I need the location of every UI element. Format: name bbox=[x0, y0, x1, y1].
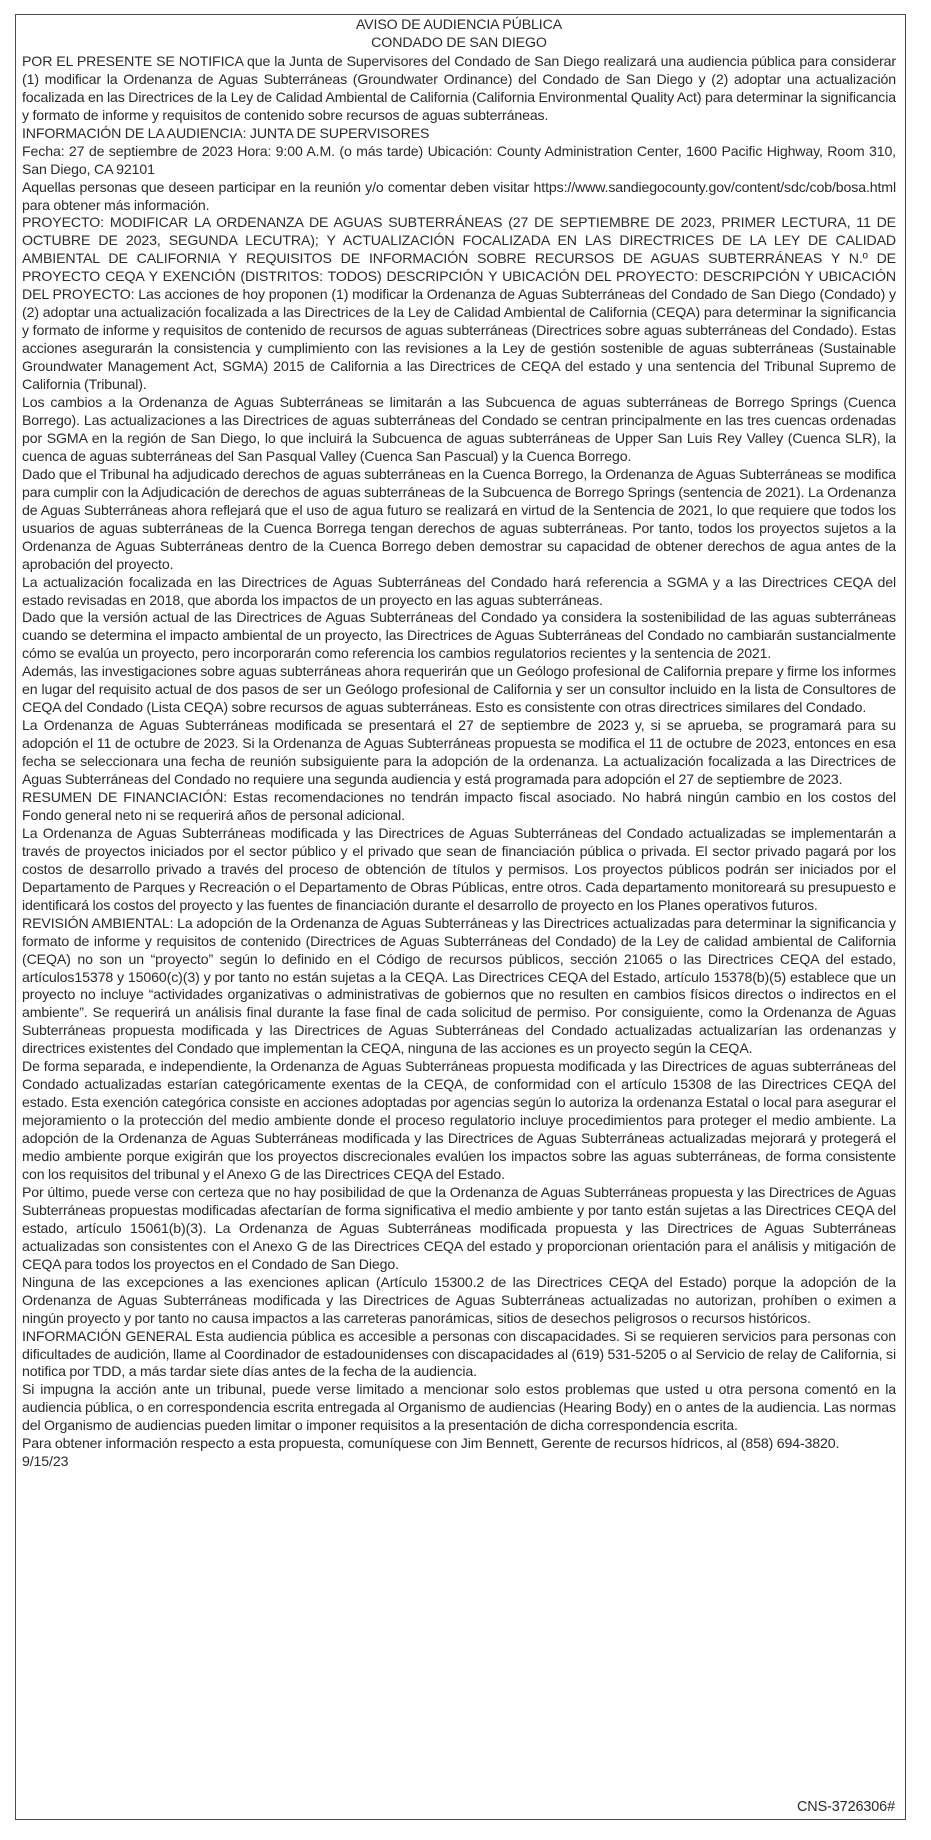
paragraph-categorical-exemption: De forma separada, e independiente, la Ordenanza de Aguas Subterráneas propuesta modificada y las Directrices de aguas subterráneas del Condado actualizadas estarían categóricamente exentas de la CEQA, de conformidad con el artículo 15308 de las Directrices CEQA del estado. Esta exención categórica consiste en acciones adoptadas por agencias según lo autoriza la ordenanza Estatal o local para asegurar el mejoramiento o la protección del medio ambiente donde el proceso regulatorio incluye procedimientos para proteger el medio ambiente. La adopción de la Ordenanza de Aguas Subterráneas modificada y las Directrices de Aguas Subterráneas actualizadas mejorará y protegerá el medio ambiente porque exigirán que los proyectos discrecionales evalúen los impactos sobre las aguas subterráneas, de forma consistente con los requisitos del tribunal y el Anexo G de las Directrices CEQA del Estado. bbox=[22, 1058, 896, 1182]
paragraph-environmental-review: REVISIÓN AMBIENTAL: La adopción de la Ordenanza de Aguas Subterráneas y las Directrices actualizadas para determinar la significancia y formato de informe y requisitos de contenido (Directrices de Aguas Subterráneas del Condado) de la Ley de calidad ambiental de California (CEQA) no son un “proyecto” según lo definido en el Código de recursos públicos, sección 21065 o las Directrices CEQA del estado, artículos15378 y 15060(c)(3) y por tanto no están sujetas a la CEQA. Las Directrices CEQA del Estado, artículo 15378(b)(5) establece que un proyecto no incluye “actividades organizativas o administrativas de gobiernos que no resulten en cambios físicos directos o indirectos en el ambiente”. Se requerirá un análisis final durante la fase final de cada solicitud de permiso. Por consiguiente, como la Ordenanza de Aguas Subterráneas propuesta modificada y las Directrices de Aguas Subterráneas del Condado actualizadas actualizarían las ordenanzas y directrices existentes del Condado que implementan la CEQA, ninguna de las acciones es un proyecto según la CEQA. bbox=[22, 914, 896, 1057]
paragraph-implementation: La Ordenanza de Aguas Subterráneas modificada y las Directrices de Aguas Subterráneas del Condado actualizadas se implementarán a través de proyectos iniciados por el sector público y el privado que sean de financiación pública o privada. El sector privado pagará por los costos de desarrollo privado a través del proceso de obtención de títulos y permisos. Los proyectos públicos podrán ser iniciados por el Departamento de Parques y Recreación o el Departamento de Obras Públicas, entre otros. Cada departamento monitoreará su presupuesto e identificará los costos del proyecto y las fuentes de financiación durante el desarrollo de proyecto en los Planes operativos futuros. bbox=[22, 824, 896, 913]
paragraph-hearing-heading: INFORMACIÓN DE LA AUDIENCIA: JUNTA DE SUPERVISORES bbox=[22, 124, 430, 141]
paragraph-participation: Aquellas personas que deseen participar en la reunión y/o comentar deben visitar https://www.sandiegocounty.gov/content/sdc/cob/bosa.html para obtener más información. bbox=[22, 178, 896, 213]
publication-date: 9/15/23 bbox=[22, 1453, 69, 1470]
paragraph-schedule: La Ordenanza de Aguas Subterráneas modificada se presentará el 27 de septiembre de 2023 y, si se aprueba, se programará para su adopción el 11 de octubre de 2023. Si la Ordenanza de Aguas Subterráneas propuesta se modifica el 11 de octubre de 2023, entonces en esa fecha se seleccionara una fecha de reunión subsiguiente para la adopción de la ordenanza. La actualización focalizada a las Directrices de Aguas Subterráneas del Condado no requiere una segunda audiencia y está programada para adopción el 27 de septiembre de 2023. bbox=[22, 717, 896, 788]
paragraph-sgma-reference: La actualización focalizada en las Directrices de Aguas Subterráneas del Condado hará referencia a SGMA y a las Directrices CEQA del estado revisadas en 2018, que aborda los impactos de un proyecto en las aguas subterráneas. bbox=[22, 573, 896, 608]
paragraph-funding-summary: RESUMEN DE FINANCIACIÓN: Estas recomendaciones no tendrán impacto fiscal asociado. No habrá ningún cambio en los costos del Fondo general neto ni se requerirá años de personal adicional. bbox=[22, 788, 896, 823]
notice-body bbox=[22, 17, 896, 1471]
paragraph-hearing-details: Fecha: 27 de septiembre de 2023 Hora: 9:00 A.M. (o más tarde) Ubicación: County Administration Center, 1600 Pacific Highway, Room 310, San Diego, CA 92101 bbox=[22, 142, 896, 177]
paragraph-exceptions: Ninguna de las excepciones a las exenciones aplican (Artículo 15300.2 de las Directrices CEQA del Estado) porque la adopción de la Ordenanza de Aguas Subterráneas modificada y las Directrices de Aguas Subterráneas actualizadas no autorizan, prohíben o eximen a ningún proyecto y por tanto no causa impactos a las carreteras panorámicas, sitios de desechos peligrosos o recursos históricos. bbox=[22, 1273, 896, 1326]
paragraph-contact: Para obtener información respecto a esta propuesta, comuníquese con Jim Bennett, Gerente de recursos hídricos, al (858) 694-3820. bbox=[22, 1435, 840, 1452]
notice-subtitle: CONDADO DE SAN DIEGO bbox=[371, 34, 547, 51]
paragraph-intro: POR EL PRESENTE SE NOTIFICA que la Junta de Supervisores del Condado de San Diego realizará una audiencia pública para considerar (1) modificar la Ordenanza de Aguas Subterráneas (Groundwater Ordinance) del Condado de San Diego y (2) adoptar una actualización focalizada en las Directrices de la Ley de Calidad Ambiental de California (California Environmental Quality Act) para determinar la significancia y formato de informe y requisitos de contenido sobre recursos de aguas subterráneas. bbox=[22, 52, 896, 123]
public-notice bbox=[15, 14, 906, 1820]
notice-title: AVISO DE AUDIENCIA PÚBLICA bbox=[355, 17, 563, 33]
paragraph-legal-challenge: Si impugna la acción ante un tribunal, puede verse limitado a mencionar solo estos problemas que usted u otra persona comentó en la audiencia pública, o en correspondencia escrita entregada al Organismo de audiencias (Hearing Body) en o antes de la audiencia. Las normas del Organismo de audiencias pueden limitar o imponer requisitos a la presentación de dicha correspondencia escrita. bbox=[22, 1381, 896, 1434]
paragraph-current-guidelines: Dado que la versión actual de las Directrices de Aguas Subterráneas del Condado ya considera la sostenibilidad de las aguas subterráneas cuando se determina el impacto ambiental de un proyecto, las Directrices de Aguas Subterráneas del Condado no cambiarán sustancialmente cómo se evalúa un proyecto, pero incorporarán como referencia los cambios regulatorios recientes y la sentencia de 2021. bbox=[22, 609, 896, 662]
paragraph-general-information: INFORMACIÓN GENERAL Esta audiencia pública es accesible a personas con discapacidades. Si se requieren servicios para personas con dificultades de audición, llame al Coordinador de estadounidenses con discapacidades al (619) 531-5205 o al Servicio de relay de California, si notifica por TDD, a más tardar siete días antes de la fecha de la audiencia. bbox=[22, 1327, 896, 1380]
paragraph-ordinance-changes: Los cambios a la Ordenanza de Aguas Subterráneas se limitarán a las Subcuenca de aguas subterráneas de Borrego Springs (Cuenca Borrego). Las actualizaciones a las Directrices de aguas subterráneas del Condado se centran principalmente en las tres cuencas ordenadas por SGMA en la región de San Diego, lo que incluirá la Subcuenca de aguas subterráneas de Upper San Luis Rey Valley (Cuenca SLR), la cuenca de aguas subterráneas del San Pasqual Valley (Cuenca San Pascual) y la Cuenca Borrego. bbox=[22, 394, 896, 464]
paragraph-adjudication: Dado que el Tribunal ha adjudicado derechos de aguas subterráneas en la Cuenca Borrego, la Ordenanza de Aguas Subterráneas se modifica para cumplir con la Adjudicación de derechos de aguas subterráneas de la Subcuenca de Borrego Springs (sentencia de 2021). La Ordenanza de Aguas Subterráneas ahora reflejará que el uso de agua futuro se realizará en virtud de la Sentencia de 2021, lo que requiere que todos los usuarios de aguas subterráneas de la Cuenca Borrega tengan derechos de aguas subterráneas. Por tanto, todos los proyectos sujetos a la Ordenanza de Aguas Subterráneas dentro de la Cuenca Borrego deben demostrar su capacidad de obtener derechos de agua antes de la aprobación del proyecto. bbox=[22, 465, 896, 572]
reference-code: CNS-3726306# bbox=[796, 1799, 895, 1815]
paragraph-project: PROYECTO: MODIFICAR LA ORDENANZA DE AGUAS SUBTERRÁNEAS (27 DE SEPTIEMBRE DE 2023, PRIMER LECTURA, 11 DE OCTUBRE DE 2023, SEGUNDA LECUTRA); Y ACTUALIZACIÓN FOCALIZADA EN LAS DIRECTRICES DE LA LEY DE CALIDAD AMBIENTAL DE CALIFORNIA Y REQUISITOS DE INFORMACIÓN SOBRE RECURSOS DE AGUAS SUBTERRÁNEAS Y N.º DE PROYECTO CEQA Y EXENCIÓN (DISTRITOS: TODOS) DESCRIPCIÓN Y UBICACIÓN DEL PROYECTO: DESCRIPCIÓN Y UBICACIÓN DEL PROYECTO: Las acciones de hoy proponen (1) modificar la Ordenanza de Aguas Subterráneas del Condado de San Diego (Condado) y (2) adoptar una actualización focalizada a las Directrices de la Ley de Calidad Ambiental de California (CEQA) para determinar la significancia y formato de informe y requisitos de contenido de recursos de aguas subterráneas (Directrices sobre aguas subterráneas del Condado). Estas acciones asegurarán la consistencia y cumplimiento con las revisiones a la Ley de gestión sostenible de aguas subterráneas (Sustainable Groundwater Management Act, SGMA) 2015 de California a las Directrices de CEQA del estado y una sentencia del Tribunal Supremo de California (Tribunal). bbox=[22, 214, 896, 393]
paragraph-geologist: Además, las investigaciones sobre aguas subterráneas ahora requerirán que un Geólogo profesional de California prepare y firme los informes en lugar del requisito actual de dos pasos de ser un Geólogo profesional de California y ser un consultor incluido en la lista de Consultores de CEQA del Condado (Lista CEQA) sobre recursos de aguas subterráneas. Esto es consistente con otras directrices similares del Condado. bbox=[22, 663, 896, 716]
paragraph-common-sense-exemption: Por último, puede verse con certeza que no hay posibilidad de que la Ordenanza de Aguas Subterráneas propuesta y las Directrices de Aguas Subterráneas propuestas modificadas afectarían de forma significativa el medio ambiente y por tanto están sujetas a las Directrices CEQA del estado, artículo 15061(b)(3). La Ordenanza de Aguas Subterráneas modificada propuesta y las Directrices de Aguas Subterráneas actualizadas son consistentes con el Anexo G de las Directrices CEQA del estado y proporcionan orientación para el análisis y mitigación de CEQA para todos los proyectos en el Condado de San Diego. bbox=[22, 1183, 896, 1272]
